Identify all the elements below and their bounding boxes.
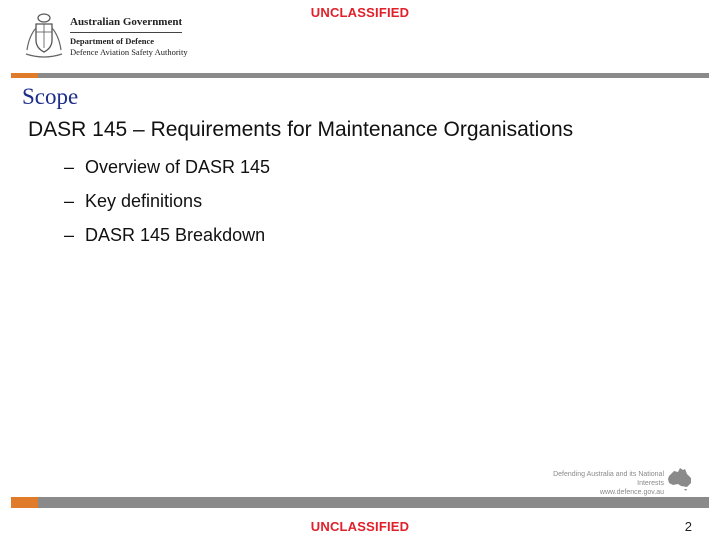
main-bullet-point: DASR 145 – Requirements for Maintenance Organisations	[28, 118, 574, 141]
sub-bullet-text: DASR 145 Breakdown	[85, 225, 266, 245]
header-divider-bar	[11, 73, 709, 78]
sub-bullet-item	[64, 225, 270, 245]
footer-accent-block	[11, 497, 38, 508]
australian-government-logo	[24, 10, 194, 62]
logo-authority-name: Defence Aviation Safety Authority	[70, 47, 188, 57]
logo-department-name: Department of Defence	[70, 36, 155, 46]
classification-marking-bottom: UNCLASSIFIED	[310, 519, 410, 534]
sub-bullet-item	[64, 191, 270, 211]
header-accent-block	[11, 73, 38, 78]
classification-marking-top: UNCLASSIFIED	[310, 5, 410, 20]
coat-of-arms-icon	[24, 10, 64, 60]
dash-bullet-icon: –	[64, 191, 75, 211]
slide-title: Scope	[22, 84, 79, 109]
australia-map-icon	[666, 466, 694, 492]
footer-tagline-text: Defending Australia and its National Interests	[553, 471, 664, 487]
logo-government-name: Australian Government	[70, 16, 183, 28]
sub-bullet-text: Overview of DASR 145	[85, 157, 271, 177]
sub-bullet-item	[64, 157, 270, 177]
footer-tagline	[540, 470, 664, 497]
dash-bullet-icon: –	[64, 157, 75, 177]
sub-bullet-text: Key definitions	[85, 191, 203, 211]
dash-bullet-icon: –	[64, 225, 75, 245]
footer-divider-bar	[11, 497, 709, 508]
sub-bullet-list	[64, 157, 270, 259]
logo-divider	[70, 32, 182, 33]
page-number: 2	[684, 519, 692, 534]
footer-website: www.defence.gov.au	[599, 489, 664, 496]
